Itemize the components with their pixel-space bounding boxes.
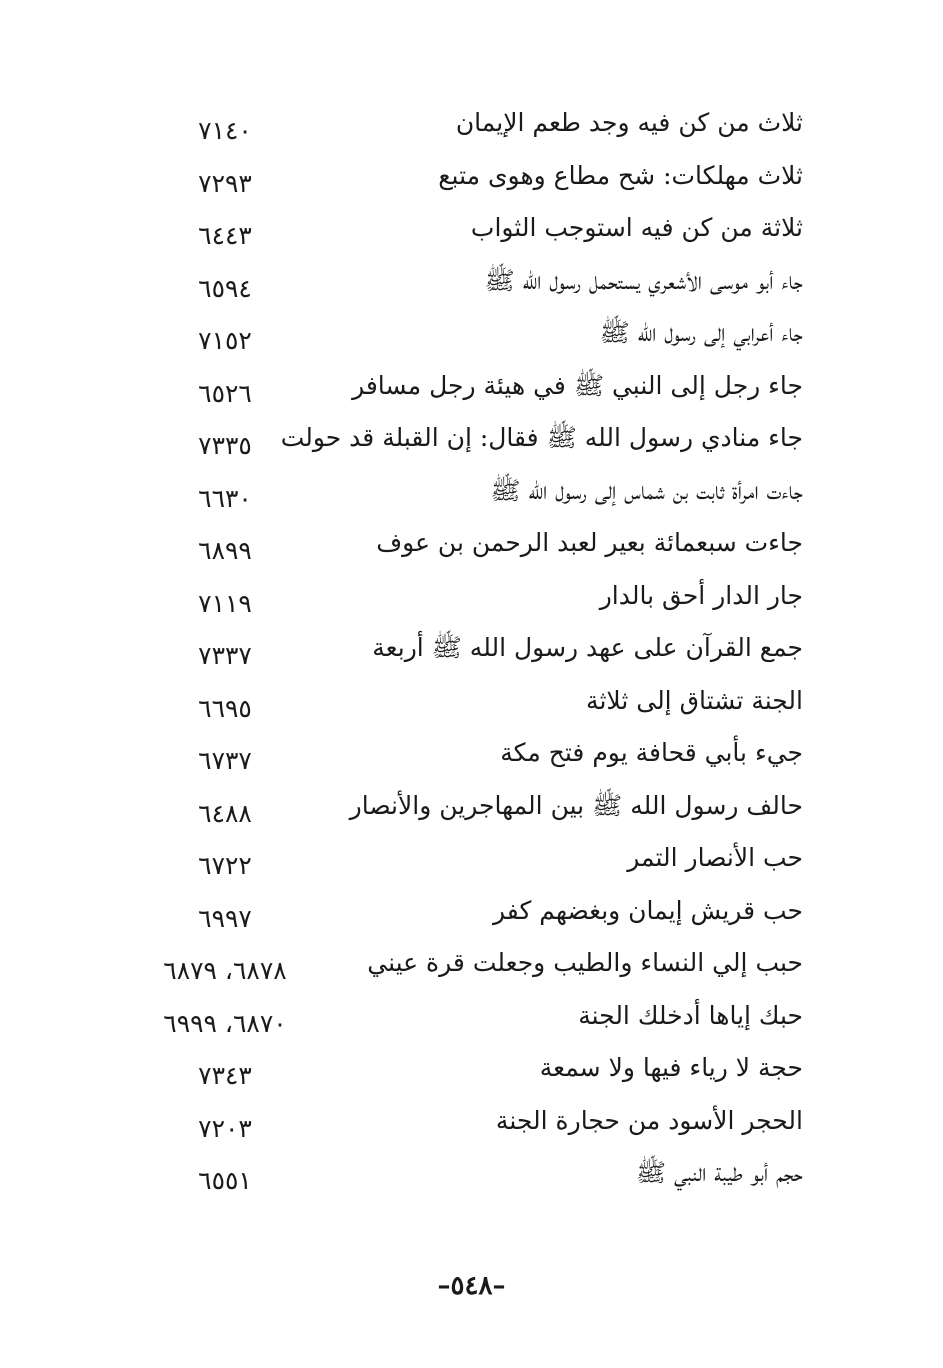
index-entry — [0, 153, 943, 206]
hadith-number: ٦٨٧٨، ٦٨٧٩ — [163, 956, 287, 985]
index-entry — [0, 573, 943, 626]
hadith-incipit: جار الدار أحق بالدار — [599, 580, 803, 610]
hadith-incipit: الجنة تشتاق إلى ثلاثة — [586, 685, 803, 715]
index-entry — [0, 363, 943, 416]
page-number: –٥٤٨– — [437, 1271, 506, 1301]
hadith-incipit: جاء منادي رسول الله ﷺ فقال: إن القبلة قد حولت — [280, 423, 803, 452]
index-entry — [0, 258, 943, 311]
hadith-incipit: حبك إياها أدخلك الجنة — [578, 1000, 803, 1030]
hadith-number: ٦٥٩٤ — [198, 273, 252, 303]
hadith-incipit: حجة لا رياء فيها ولا سمعة — [539, 1053, 803, 1082]
hadith-number: ٦٧٢٢ — [198, 851, 252, 880]
hadith-number: ٦٤٨٨ — [198, 798, 252, 828]
index-entry — [0, 520, 943, 573]
hadith-incipit: ثلاث من كن فيه وجد طعم الإيمان — [455, 108, 803, 137]
index-entry — [0, 468, 943, 521]
hadith-incipit: جاء أبو موسى الأشعري يستحمل رسول الله ﷺ — [484, 265, 803, 295]
hadith-incipit: جاء رجل إلى النبي ﷺ في هيئة رجل مسافر — [352, 370, 803, 400]
index-entry — [0, 993, 943, 1046]
hadith-number: ٦٤٤٣ — [198, 221, 252, 250]
index-entry — [0, 940, 943, 993]
index-entry — [0, 205, 943, 258]
hadith-number: ٦٧٣٧ — [198, 746, 252, 775]
index-entry — [0, 1045, 943, 1098]
index-entry — [0, 783, 943, 836]
hadith-incipit: حالف رسول الله ﷺ بين المهاجرين والأنصار — [349, 790, 803, 820]
index-entry — [0, 625, 943, 678]
hadith-number: ٦٨٩٩ — [198, 536, 252, 565]
hadith-incipit: جمع القرآن على عهد رسول الله ﷺ أربعة — [372, 633, 803, 662]
hadith-number: ٦٥٥١ — [198, 1166, 252, 1195]
hadith-incipit: جاءت سبعمائة بعير لعبد الرحمن بن عوف — [376, 528, 803, 557]
hadith-incipit: حب قريش إيمان وبغضهم كفر — [493, 895, 803, 925]
hadith-incipit: ثلاث مهلكات: شح مطاع وهوى متبع — [438, 160, 803, 190]
index-entry — [0, 310, 943, 363]
hadith-number: ٦٦٣٠ — [198, 483, 252, 513]
hadith-number: ٦٥٢٦ — [198, 378, 252, 408]
hadith-number: ٧١٥٢ — [198, 326, 252, 355]
index-entry — [0, 100, 943, 153]
index-entry — [0, 1150, 943, 1203]
hadith-number: ٦٦٩٥ — [198, 693, 252, 723]
hadith-number: ٧٣٤٣ — [198, 1061, 252, 1090]
hadith-incipit: جاء أعرابي إلى رسول الله ﷺ — [599, 318, 803, 347]
hadith-incipit: جيء بأبي قحافة يوم فتح مكة — [500, 738, 803, 767]
hadith-number: ٧١٤٠ — [198, 116, 252, 145]
hadith-incipit: حجم أبو طيبة النبي ﷺ — [635, 1158, 803, 1187]
index-entry — [0, 678, 943, 731]
hadith-number: ٦٨٧٠، ٦٩٩٩ — [163, 1008, 287, 1038]
hadith-incipit: حب الأنصار التمر — [627, 843, 803, 872]
hadith-incipit: حبب إلي النساء والطيب وجعلت قرة عيني — [367, 948, 803, 977]
hadith-incipit: ثلاثة من كن فيه استوجب الثواب — [470, 213, 803, 242]
index-entry — [0, 888, 943, 941]
index-entry — [0, 415, 943, 468]
hadith-number: ٧٢٠٣ — [198, 1113, 252, 1143]
hadith-number: ٦٩٩٧ — [198, 903, 252, 933]
hadith-number: ٧١١٩ — [198, 588, 252, 618]
hadith-incipit: الحجر الأسود من حجارة الجنة — [495, 1105, 803, 1135]
index-entry — [0, 1098, 943, 1151]
hadith-number: ٧٣٣٥ — [198, 431, 252, 460]
index-entry — [0, 730, 943, 783]
index-entry — [0, 835, 943, 888]
hadith-number: ٧٢٩٣ — [198, 168, 252, 198]
hadith-number: ٧٣٣٧ — [198, 641, 252, 670]
hadith-index-list — [0, 100, 943, 1203]
hadith-incipit: جاءت امرأة ثابت بن شماس إلى رسول الله ﷺ — [490, 475, 803, 505]
